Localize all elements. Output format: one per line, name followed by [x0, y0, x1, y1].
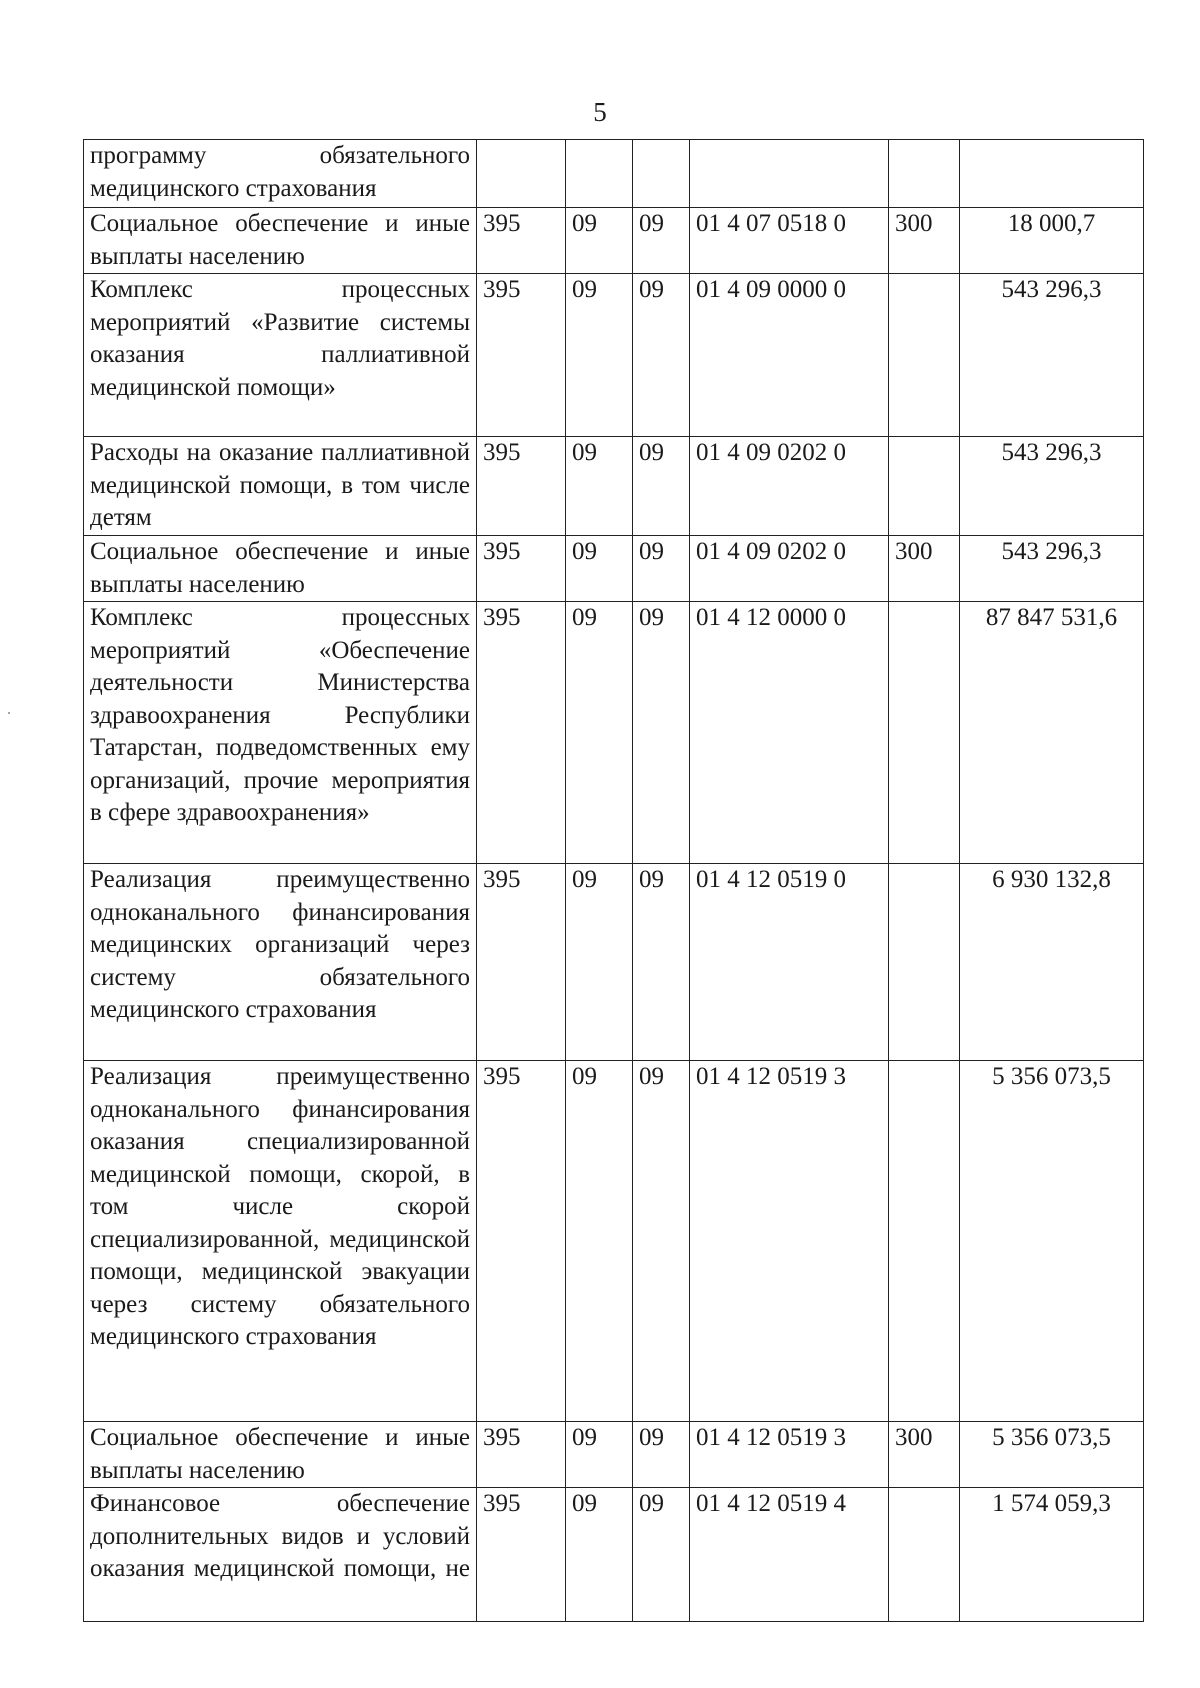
row-name: Комплекс процессных мероприятий «Развитие системы оказания паллиативной медицинской помощи»: [84, 274, 477, 437]
row-csr: 01 4 12 0519 3: [690, 1061, 889, 1422]
row-vr: 300: [889, 1422, 960, 1488]
row-name: Финансовое обеспечение дополнительных видов и условий оказания медицинской помощи, не: [84, 1488, 477, 1622]
row-code: 395: [477, 437, 566, 536]
row-sum: 1 574 059,3: [960, 1488, 1144, 1622]
row-sum: 87 847 531,6: [960, 602, 1144, 864]
row-section: 09: [566, 536, 633, 602]
row-csr: 01 4 12 0519 3: [690, 1422, 889, 1488]
row-vr: [889, 140, 960, 208]
table-row: [84, 1488, 1144, 1622]
row-vr: 300: [889, 208, 960, 274]
row-section: 09: [566, 1422, 633, 1488]
row-code: 395: [477, 864, 566, 1061]
row-section: 09: [566, 864, 633, 1061]
row-subsection: 09: [633, 274, 690, 437]
row-csr: [690, 140, 889, 208]
row-sum: 18 000,7: [960, 208, 1144, 274]
row-name: Социальное обеспечение и иные выплаты населению: [84, 536, 477, 602]
row-vr: [889, 602, 960, 864]
row-code: 395: [477, 208, 566, 274]
row-subsection: 09: [633, 864, 690, 1061]
row-vr: [889, 1061, 960, 1422]
page-number: 5: [593, 97, 607, 127]
row-section: 09: [566, 602, 633, 864]
row-subsection: 09: [633, 1488, 690, 1622]
row-vr: [889, 864, 960, 1061]
table-row: [84, 437, 1144, 536]
row-name: Социальное обеспечение и иные выплаты населению: [84, 208, 477, 274]
row-section: 09: [566, 1488, 633, 1622]
row-vr: [889, 437, 960, 536]
row-csr: 01 4 12 0519 0: [690, 864, 889, 1061]
row-name: Реализация преимущественно одноканального финансирования оказания специализированной медицинской помощи, скорой, в том числе скорой специализированной, медицинской помощи, медицинской эвакуации через систему обязательного медицинского страхования: [84, 1061, 477, 1422]
row-sum: 543 296,3: [960, 536, 1144, 602]
row-sum: 5 356 073,5: [960, 1422, 1144, 1488]
row-section: 09: [566, 437, 633, 536]
row-subsection: [633, 140, 690, 208]
row-code: 395: [477, 602, 566, 864]
row-csr: 01 4 09 0202 0: [690, 536, 889, 602]
table-row: [84, 602, 1144, 864]
row-vr: 300: [889, 536, 960, 602]
row-code: 395: [477, 274, 566, 437]
row-section: 09: [566, 208, 633, 274]
table-row: [84, 1061, 1144, 1422]
row-name: Реализация преимущественно одноканального финансирования медицинских организаций через систему обязательного медицинского страхования: [84, 864, 477, 1061]
row-csr: 01 4 09 0202 0: [690, 437, 889, 536]
row-section: 09: [566, 1061, 633, 1422]
row-name: Комплекс процессных мероприятий «Обеспечение деятельности Министерства здравоохранения Республики Татарстан, подведомственных ему организаций, прочие мероприятия в сфере здравоохранения»: [84, 602, 477, 864]
row-sum: 543 296,3: [960, 437, 1144, 536]
row-subsection: 09: [633, 602, 690, 864]
row-subsection: 09: [633, 208, 690, 274]
row-vr: [889, 274, 960, 437]
row-subsection: 09: [633, 536, 690, 602]
row-sum: 543 296,3: [960, 274, 1144, 437]
row-code: 395: [477, 1488, 566, 1622]
row-code: 395: [477, 1422, 566, 1488]
row-name: Расходы на оказание паллиативной медицинской помощи, в том числе детям: [84, 437, 477, 536]
row-subsection: 09: [633, 1061, 690, 1422]
row-code: 395: [477, 536, 566, 602]
row-sum: 6 930 132,8: [960, 864, 1144, 1061]
table-row: [84, 536, 1144, 602]
row-csr: 01 4 12 0000 0: [690, 602, 889, 864]
row-sum: [960, 140, 1144, 208]
scan-speck: [8, 712, 10, 714]
row-vr: [889, 1488, 960, 1622]
row-csr: 01 4 07 0518 0: [690, 208, 889, 274]
table-row: [84, 140, 1144, 208]
row-section: [566, 140, 633, 208]
row-name: программу обязательного медицинского страхования: [84, 140, 477, 208]
table-row: [84, 864, 1144, 1061]
row-subsection: 09: [633, 437, 690, 536]
row-sum: 5 356 073,5: [960, 1061, 1144, 1422]
row-subsection: 09: [633, 1422, 690, 1488]
row-code: 395: [477, 1061, 566, 1422]
row-name: Социальное обеспечение и иные выплаты населению: [84, 1422, 477, 1488]
row-csr: 01 4 12 0519 4: [690, 1488, 889, 1622]
table-row: [84, 208, 1144, 274]
row-csr: 01 4 09 0000 0: [690, 274, 889, 437]
row-section: 09: [566, 274, 633, 437]
table-row: [84, 274, 1144, 437]
row-code: [477, 140, 566, 208]
budget-table: [83, 139, 1144, 1622]
table-row: [84, 1422, 1144, 1488]
